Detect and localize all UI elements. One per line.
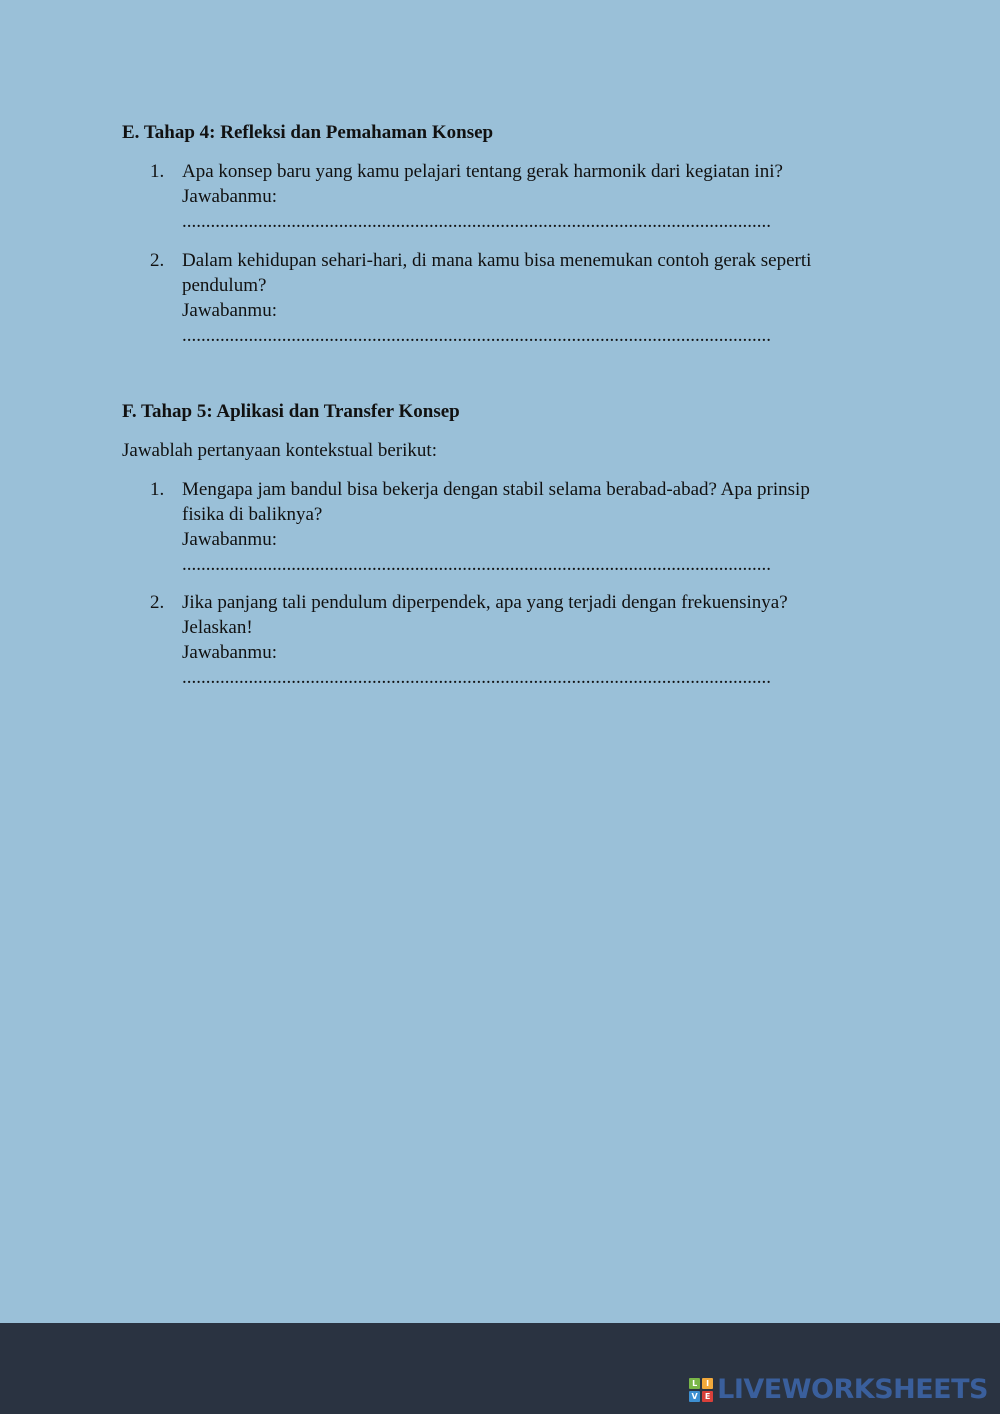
- question-text-line: Jelaskan!: [182, 617, 253, 638]
- brand-wordmark: LIVEWORKSHEETS: [717, 1374, 988, 1405]
- liveworksheets-brand[interactable]: [689, 1376, 988, 1404]
- logo-letter-v: V: [689, 1391, 700, 1402]
- question-text-line: Apa konsep baru yang kamu pelajari tentang gerak harmonik dari kegiatan ini?: [182, 161, 783, 182]
- answer-label: Jawabanmu:: [182, 529, 277, 550]
- section-e-title: E. Tahap 4: Refleksi dan Pemahaman Konsep: [122, 122, 494, 143]
- question-number: 2.: [150, 250, 165, 271]
- logo-letter-l: L: [689, 1378, 700, 1389]
- question-number: 1.: [150, 161, 165, 182]
- section-f-intro: Jawablah pertanyaan kontekstual berikut:: [122, 440, 437, 461]
- section-f-question-2: [150, 590, 870, 690]
- section-f-question-1: [150, 477, 870, 577]
- answer-input-line[interactable]: ............................................................................................................................: [182, 554, 771, 575]
- question-text-line: pendulum?: [182, 275, 267, 296]
- question-text-line: Dalam kehidupan sehari-hari, di mana kamu bisa menemukan contoh gerak seperti: [182, 250, 812, 271]
- section-e-question-2: [150, 248, 870, 348]
- answer-label: Jawabanmu:: [182, 186, 277, 207]
- answer-input-line[interactable]: ............................................................................................................................: [182, 211, 771, 232]
- question-number: 1.: [150, 479, 165, 500]
- question-text-line: fisika di baliknya?: [182, 504, 323, 525]
- logo-letter-i: I: [702, 1378, 713, 1389]
- question-text-line: Jika panjang tali pendulum diperpendek, apa yang terjadi dengan frekuensinya?: [182, 592, 788, 613]
- question-text-line: Mengapa jam bandul bisa bekerja dengan stabil selama berabad-abad? Apa prinsip: [182, 479, 810, 500]
- logo-letter-e: E: [702, 1391, 713, 1402]
- footer-bar: [0, 1323, 1000, 1414]
- question-number: 2.: [150, 592, 165, 613]
- answer-label: Jawabanmu:: [182, 300, 277, 321]
- answer-input-line[interactable]: ............................................................................................................................: [182, 325, 771, 346]
- liveworksheets-logo-icon: [689, 1378, 713, 1402]
- answer-input-line[interactable]: ............................................................................................................................: [182, 667, 771, 688]
- section-f-title: F. Tahap 5: Aplikasi dan Transfer Konsep: [122, 401, 460, 422]
- section-e-question-1: [150, 159, 870, 234]
- answer-label: Jawabanmu:: [182, 642, 277, 663]
